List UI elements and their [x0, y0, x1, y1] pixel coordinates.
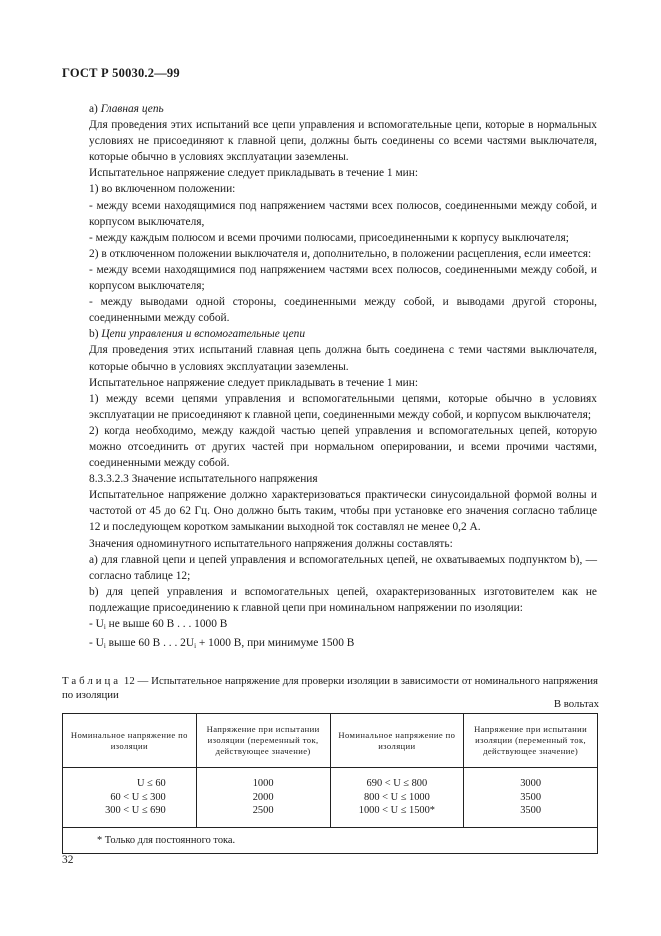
cell-line: 2000 [252, 791, 274, 803]
table-header-cell: Номинальное напряжение по изоляции [330, 714, 464, 768]
cell-line: 800 < U ≤ 1000 [363, 791, 430, 803]
table-cell [196, 768, 330, 828]
body-text [89, 101, 597, 654]
table-row [63, 768, 598, 828]
paragraph: - между всеми находящимися под напряжением частями всех полюсов, соединенными между собой, и корпусом выключателя, [89, 199, 597, 228]
paragraph: Испытательное напряжение следует прикладывать в течение 1 мин: [89, 376, 419, 389]
paragraph: Испытательное напряжение следует прикладывать в течение 1 мин: [89, 167, 419, 180]
section-heading: 8.3.3.2.3 Значение испытательного напряжения [89, 473, 318, 486]
table-cell [330, 768, 464, 828]
table-units: В вольтах [553, 698, 599, 710]
paragraph: Для проведения этих испытаний главная цепь должна быть соединена с теми частями выключателя, которые обычно в условиях эксплуатации заземлены. [89, 344, 597, 373]
cell-line: 1000 < U ≤ 1500* [358, 805, 435, 816]
cell-line: U ≤ 60 [136, 778, 166, 789]
paragraph: 2) в отключенном положении выключателя и, дополнительно, в положении расцепления, если имеется: [89, 247, 592, 260]
document-header: ГОСТ Р 50030.2—99 [62, 66, 180, 80]
table-header-cell: Напряжение при испытании изоляции (переменный ток, действующее значение) [464, 714, 598, 768]
paragraph: а) для главной цепи и цепей управления и вспомогательных цепей, не охватываемых подпунктом b), — согласно таблице 12; [89, 553, 597, 582]
item-a-heading: а) Главная цепь [89, 103, 164, 115]
table-footnote-row [63, 827, 598, 853]
table-header-row [63, 714, 598, 768]
paragraph: Значения одноминутного испытательного напряжения должны составлять: [89, 537, 453, 550]
cell-line: 690 < U ≤ 800 [366, 778, 428, 789]
paragraph: Для проведения этих испытаний все цепи управления и вспомогательные цепи, которые в нормальных условиях не присоединяют к главной цепи, должны быть соединены со всеми частями выключателя, которые обычно в условиях эксплуатации заземлены. [89, 119, 597, 164]
paragraph: 2) когда необходимо, между каждой частью цепей управления и вспомогательных цепей, которую можно отсоединить от других частей при нормальном оперировании, и всеми прочими частями, соединенными между собой. [89, 424, 597, 470]
paragraph: 1) во включенном положении: [89, 183, 236, 196]
cell-line: 300 < U ≤ 690 [105, 805, 166, 816]
formula-line: - $U_i$ не выше 60 В . . . 1000 В [89, 618, 228, 631]
cell-line: 1000 [252, 778, 274, 789]
cell-line: 3500 [520, 805, 542, 816]
table-caption: Таблица 12 — Испытательное напряжение для проверки изоляции в зависимости от номинального напряжения по изоляции [62, 675, 598, 701]
cell-line: 3000 [520, 778, 542, 789]
table-cell [464, 768, 598, 828]
table-header-cell: Напряжение при испытании изоляции (переменный ток, действующее значение) [196, 714, 330, 768]
page-number: 32 [62, 854, 74, 866]
formula-line: - $U_i$ выше 60 В . . . $2U_i + 1000$ В, при минимуме 1500 В [89, 637, 355, 651]
cell-line: 3500 [520, 791, 542, 803]
item-b-heading: b) Цепи управления и вспомогательные цепи [89, 328, 306, 341]
paragraph: 1) между всеми цепями управления и вспомогательными цепями, которые обычно в условиях эксплуатации не присоединяют к главной цепи, соединенными между собой, и корпусом выключателя; [89, 392, 597, 421]
table-header-cell: Номинальное напряжение по изоляции [63, 714, 197, 768]
paragraph: b) для цепей управления и вспомогательных цепей, охарактеризованных изготовителем как не подлежащие присоединению к главной цепи при номинальном напряжении по изоляции: [89, 585, 597, 614]
paragraph: - между всеми находящимися под напряжением частями всех полюсов, соединенными между собой, и корпусом выключателя; [89, 263, 597, 293]
paragraph: - между выводами одной стороны, соединенными между собой, и выводами другой стороны, соединенными между собой. [89, 296, 597, 325]
voltage-table [62, 713, 598, 854]
paragraph: - между каждым полюсом и всеми прочими полюсами, присоединенными к корпусу выключателя; [89, 231, 569, 244]
paragraph: Испытательное напряжение должно характеризоваться практически синусоидальной формой волны и частотой от 45 до 62 Гц. Оно должно быть таким, чтобы при установке его значения согласно таблице 12 и последующем коротком замыкании выходной ток составлял не менее 0,2 А. [89, 489, 597, 534]
table-footnote: * Только для постоянного тока. [63, 827, 598, 853]
cell-line: 60 < U ≤ 300 [110, 791, 166, 803]
table-cell [63, 768, 197, 828]
cell-line: 2500 [252, 805, 274, 816]
